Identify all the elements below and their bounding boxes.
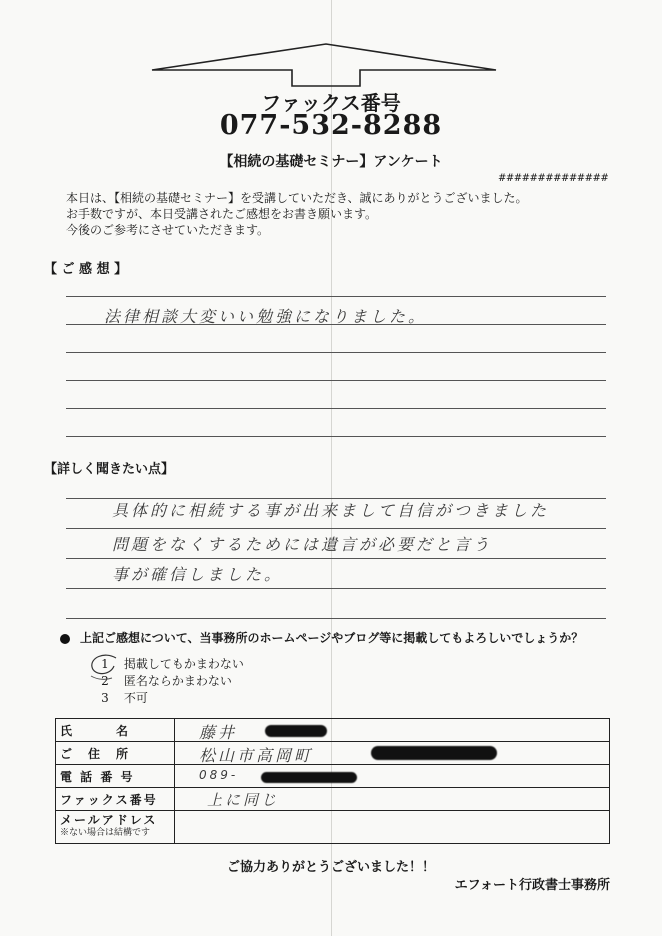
table-row <box>56 788 610 811</box>
consent-option-3[interactable] <box>98 690 244 707</box>
details-answer-line-3: 事が確信しました。 <box>112 565 284 584</box>
address-label: ご 住 所 <box>56 742 175 765</box>
address-value: 松山市高岡町 <box>199 746 314 765</box>
answer-line <box>66 380 606 381</box>
table-row <box>56 719 610 742</box>
answer-line <box>66 528 606 529</box>
intro-line-2: お手数ですが、本日受講されたご感想をお書き願います。 <box>66 207 378 221</box>
redaction-mark <box>371 746 497 760</box>
answer-line <box>66 558 606 559</box>
option-number: 3 <box>101 691 109 705</box>
option-label: 不可 <box>123 691 148 705</box>
option-label: 掲載してもかまわない <box>123 657 244 671</box>
answer-line <box>66 588 606 589</box>
fax-label: ファックス番号 <box>261 91 401 115</box>
impressions-answer: 法律相談大変いい勉強になりました。 <box>104 307 428 326</box>
phone-field[interactable] <box>175 765 610 788</box>
answer-line <box>66 436 606 437</box>
address-field[interactable] <box>175 742 610 765</box>
details-answer-line-1: 具体的に相続する事が出来まして自信がつきました <box>112 501 550 520</box>
intro-text <box>66 190 528 238</box>
answer-line <box>66 618 606 619</box>
table-row <box>56 765 610 788</box>
option-number: 2 <box>101 674 109 688</box>
redaction-mark <box>261 772 357 783</box>
name-value: 藤井 <box>199 723 238 742</box>
bullet-icon <box>60 634 70 644</box>
phone-value: 089- <box>199 768 239 782</box>
answer-line <box>66 352 606 353</box>
email-note: ※ない場合は結構です <box>60 828 151 838</box>
redaction-mark <box>265 725 327 737</box>
table-row <box>56 811 610 844</box>
fax-field[interactable] <box>175 788 610 811</box>
details-answer-line-2: 問題をなくするためには遺言が必要だと言う <box>112 535 493 554</box>
office-name: エフォート行政書士事務所 <box>454 878 610 893</box>
question-text: 上記ご感想について、当事務所のホームページやブログ等に掲載してもよろしいでしょうか？ <box>80 631 584 645</box>
answer-line <box>66 408 606 409</box>
email-field[interactable] <box>175 811 610 844</box>
fax-field-value: 上に同じ <box>207 791 280 809</box>
impressions-heading: 【 ご 感 想 】 <box>44 262 128 277</box>
fax-number: 077-532-8288 <box>219 110 443 141</box>
details-heading: 【詳しく聞きたい点】 <box>44 462 175 477</box>
name-field[interactable] <box>175 719 610 742</box>
intro-line-1: 本日は、【相続の基礎セミナー】を受講していただき、誠にありがとうございました。 <box>66 191 528 205</box>
survey-title: 【相続の基礎セミナー】アンケート <box>219 154 443 170</box>
fax-field-label: ファックス番号 <box>56 788 175 811</box>
contact-form-table <box>55 718 610 844</box>
email-label-cell <box>56 811 175 844</box>
selected-circle-icon <box>86 652 126 688</box>
option-number: 1 <box>101 657 109 671</box>
phone-label: 電 話 番 号 <box>56 765 175 788</box>
answer-line <box>66 296 606 297</box>
email-label: メールアドレス <box>60 813 158 827</box>
table-row <box>56 742 610 765</box>
thanks-text: ご協力ありがとうございました！！ <box>226 860 435 875</box>
option-label: 匿名ならかまわない <box>123 674 232 688</box>
name-label: 氏 名 <box>56 719 175 742</box>
intro-line-3: 今後のご参考にさせていただきます。 <box>66 223 270 237</box>
arrow-banner-icon <box>150 40 502 92</box>
document-id-mark: ############## <box>498 173 609 184</box>
